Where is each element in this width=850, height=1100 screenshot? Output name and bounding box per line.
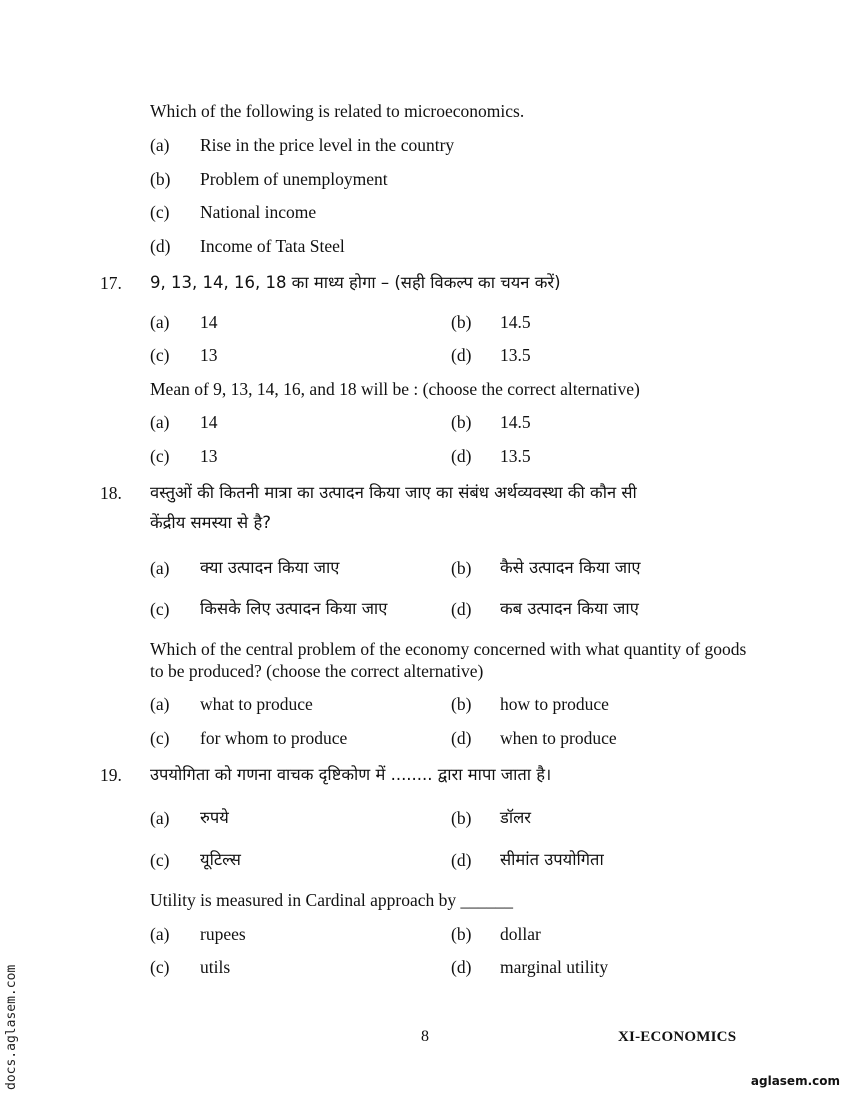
question-text-english: Mean of 9, 13, 14, 16, and 18 will be : (choose the correct alternative) (150, 379, 640, 399)
question-text-hindi: उपयोगिता को गणना वाचक दृष्टिकोण में ........ द्वारा मापा जाता है। (150, 765, 552, 784)
option-label: (a) (150, 924, 170, 944)
option-label: (b) (451, 558, 472, 578)
option-label: (c) (150, 728, 170, 748)
option-text: 14 (200, 312, 218, 332)
option-text: rupees (200, 924, 246, 944)
option-text: for whom to produce (200, 728, 348, 748)
option-text: Income of Tata Steel (200, 236, 345, 256)
option-text: डॉलर (500, 808, 532, 827)
option-label: (d) (451, 728, 472, 748)
question-number: 17. (100, 273, 122, 293)
option-label: (d) (150, 236, 171, 256)
option-label: (a) (150, 808, 170, 828)
option-text: 14.5 (500, 412, 531, 432)
option-text: dollar (500, 924, 541, 944)
question-text-hindi: 9, 13, 14, 16, 18 का माध्य होगा – (सही विकल्प का चयन करें) (150, 273, 561, 292)
option-text: रुपये (200, 808, 229, 827)
option-label: (d) (451, 957, 472, 977)
option-text: National income (200, 202, 317, 222)
option-label: (a) (150, 312, 170, 332)
option-text: how to produce (500, 694, 609, 714)
option-label: (b) (451, 312, 472, 332)
option-text: marginal utility (500, 957, 609, 977)
option-label: (d) (451, 345, 472, 365)
option-text: क्या उत्पादन किया जाए (200, 558, 340, 577)
option-label: (c) (150, 446, 170, 466)
option-text: 13 (200, 345, 218, 365)
option-label: (a) (150, 558, 170, 578)
option-label: (a) (150, 694, 170, 714)
option-text: कैसे उत्पादन किया जाए (500, 558, 641, 577)
watermark-url: docs.aglasem.com (4, 964, 19, 1090)
option-label: (c) (150, 202, 170, 222)
option-text: किसके लिए उत्पादन किया जाए (200, 599, 388, 618)
question-text-hindi: वस्तुओं की कितनी मात्रा का उत्पादन किया जाए का संबंध अर्थव्यवस्था की कौन सी (150, 483, 637, 502)
subject-footer: XI-ECONOMICS (618, 1029, 737, 1045)
option-label: (c) (150, 345, 170, 365)
option-text: 14.5 (500, 312, 531, 332)
option-label: (d) (451, 446, 472, 466)
option-text: सीमांत उपयोगिता (500, 850, 604, 869)
option-text: 13.5 (500, 446, 531, 466)
option-text: कब उत्पादन किया जाए (500, 599, 639, 618)
question-text-english: Which of the central problem of the economy concerned with what quantity of goods to be produced? (choose the correct alternative) (150, 639, 747, 681)
option-label: (c) (150, 850, 170, 870)
option-label: (b) (451, 694, 472, 714)
page-number: 8 (421, 1028, 429, 1045)
option-label: (b) (150, 169, 171, 189)
option-label: (a) (150, 412, 170, 432)
brand-link[interactable]: aglasem.com (750, 1074, 840, 1088)
question-number: 18. (100, 483, 122, 503)
option-label: (b) (451, 412, 472, 432)
question-number: 19. (100, 765, 122, 785)
option-text: when to produce (500, 728, 617, 748)
option-text: 13.5 (500, 345, 531, 365)
option-label: (a) (150, 135, 170, 155)
option-text: what to produce (200, 694, 313, 714)
option-text: Problem of unemployment (200, 169, 388, 189)
option-text: 13 (200, 446, 218, 466)
question-text: Which of the following is related to microeconomics. (150, 101, 525, 121)
option-label: (d) (451, 850, 472, 870)
option-text: 14 (200, 412, 218, 432)
option-label: (b) (451, 924, 472, 944)
option-label: (d) (451, 599, 472, 619)
question-text-hindi-line2: केंद्रीय समस्या से है? (150, 513, 271, 532)
option-text: यूटिल्स (200, 850, 241, 869)
option-label: (c) (150, 957, 170, 977)
option-label: (c) (150, 599, 170, 619)
option-text: Rise in the price level in the country (200, 135, 455, 155)
option-text: utils (200, 957, 231, 977)
option-label: (b) (451, 808, 472, 828)
question-text-english: Utility is measured in Cardinal approach by ______ (150, 890, 514, 910)
